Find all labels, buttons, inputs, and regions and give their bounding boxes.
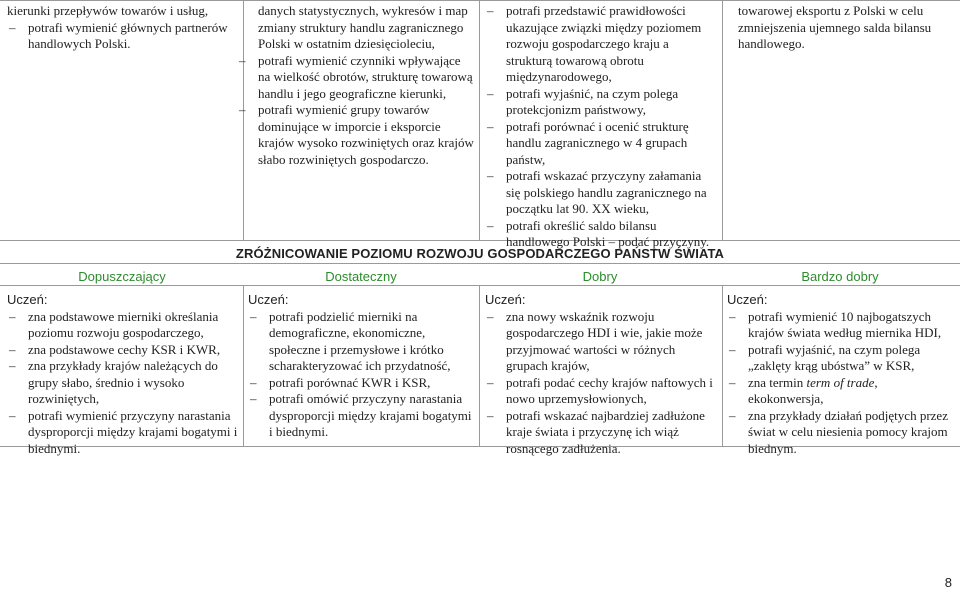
grade-header-dostateczny: Dostateczny xyxy=(325,269,397,284)
bottom-col-2 xyxy=(248,292,476,441)
list-item: – potrafi porównać i ocenić strukturę handlu zagranicznego w 4 grupach państw, xyxy=(485,119,717,169)
vline-1-bottom xyxy=(243,285,244,446)
list-item: – potrafi wskazać najbardziej zadłużone kraje świata i przyczynę ich wiąż rosnącego zadłużenia. xyxy=(485,408,717,458)
grade-header-bardzo-dobry: Bardzo dobry xyxy=(801,269,879,284)
vline-3-top xyxy=(722,0,723,240)
top-col-1 xyxy=(7,3,239,53)
list-item: – potrafi wyjaśnić, na czym polega protekcjonizm państwowy, xyxy=(485,86,717,119)
continuation-text: danych statystycznych, wykresów i map zmiany struktury handlu zagranicznego Polski w ostatnim dziesięcioleciu, xyxy=(258,3,468,51)
bottom-col-1 xyxy=(7,292,239,457)
hline-after-grades xyxy=(0,285,960,286)
student-label: Uczeń: xyxy=(248,292,289,307)
list-item: – potrafi podzielić mierniki na demograficzne, ekonomiczne, społeczne i przemysłowe i krótko scharakteryzować ich przydatność, xyxy=(248,309,476,375)
top-border xyxy=(0,0,960,1)
grade-header-dopuszczajacy: Dopuszczający xyxy=(78,269,166,284)
grade-header-dobry: Dobry xyxy=(582,269,618,284)
vline-2-bottom xyxy=(479,285,480,446)
list-item: – potrafi wyjaśnić, na czym polega „zaklęty krąg ubóstwa” w KSR, xyxy=(727,342,953,375)
section-title: ZRÓŻNICOWANIE POZIOMU ROZWOJU GOSPODARCZEGO PAŃSTW ŚWIATA xyxy=(235,246,725,261)
list-item: – zna nowy wskaźnik rozwoju gospodarczego HDI i wie, jakie może przyjmować wartości w różnych grupach krajów, xyxy=(485,309,717,375)
list-item: – zna przykłady krajów należących do grupy słabo, średnio i wysoko rozwiniętych, xyxy=(7,358,239,408)
vline-2-top xyxy=(479,0,480,240)
list-item: – potrafi wymienić przyczyny narastania dysproporcji między krajami bogatymi i biednymi. xyxy=(7,408,239,458)
list-item: – potrafi wymienić głównych partnerów handlowych Polski. xyxy=(7,20,239,53)
student-label: Uczeń: xyxy=(485,292,526,307)
top-col-2 xyxy=(258,3,474,168)
term-italic: term of trade xyxy=(806,374,875,390)
list-item: – zna podstawowe cechy KSR i KWR, xyxy=(7,342,239,359)
continuation-text: towarowej eksportu z Polski w celu zmniejszenia ujemnego salda bilansu handlowego. xyxy=(738,3,932,51)
student-label: Uczeń: xyxy=(727,292,768,307)
list-item: – potrafi wymienić grupy towarów dominujące w imporcie i eksporcie krajów wysoko rozwiniętych oraz krajów słabo rozwiniętych gospodarczo. xyxy=(237,102,474,168)
list-item: – potrafi wymienić czynniki wpływające na wielkość obrotów, strukturę towarową handlu i jego geograficzne kierunki, xyxy=(237,53,474,103)
list-item: – zna przykłady działań podjętych przez świat w celu niesienia pomocy krajom biednym. xyxy=(727,408,953,458)
bottom-col-3 xyxy=(485,292,717,457)
top-col-3 xyxy=(485,3,717,251)
hline-after-title xyxy=(0,263,960,264)
list-item: – potrafi omówić przyczyny narastania dysproporcji między krajami bogatymi i biednymi. xyxy=(248,391,476,441)
list-item: – potrafi przedstawić prawidłowości ukazujące związki między poziomem rozwoju gospodarczego kraju a strukturą towarową obrotu międzynarodowego, xyxy=(485,3,717,86)
list-item: – zna podstawowe mierniki określania poziomu rozwoju gospodarczego, xyxy=(7,309,239,342)
page-number: 8 xyxy=(944,575,952,590)
bottom-col-4 xyxy=(727,292,953,457)
term-prefix: zna termin xyxy=(748,374,807,390)
list-item-term xyxy=(727,375,953,408)
vline-3-bottom xyxy=(722,285,723,446)
student-label: Uczeń: xyxy=(7,292,48,307)
continuation-text: kierunki przepływów towarów i usług, xyxy=(7,3,209,18)
list-item: – potrafi podać cechy krajów naftowych i nowo uprzemysłowionych, xyxy=(485,375,717,408)
list-item: – potrafi określić saldo bilansu handlowego Polski – podać przyczyny. xyxy=(485,218,717,251)
list-item: – potrafi wymienić 10 najbogatszych krajów świata według miernika HDI, xyxy=(727,309,953,342)
hline-after-top xyxy=(0,240,960,241)
term-suffix: , ekokonwersja, xyxy=(748,374,878,406)
top-col-4 xyxy=(738,3,952,53)
list-item: – potrafi wskazać przyczyny załamania się polskiego handlu zagranicznego na początku lat 90. XX wieku, xyxy=(485,168,717,218)
list-item: – potrafi porównać KWR i KSR, xyxy=(248,375,476,392)
